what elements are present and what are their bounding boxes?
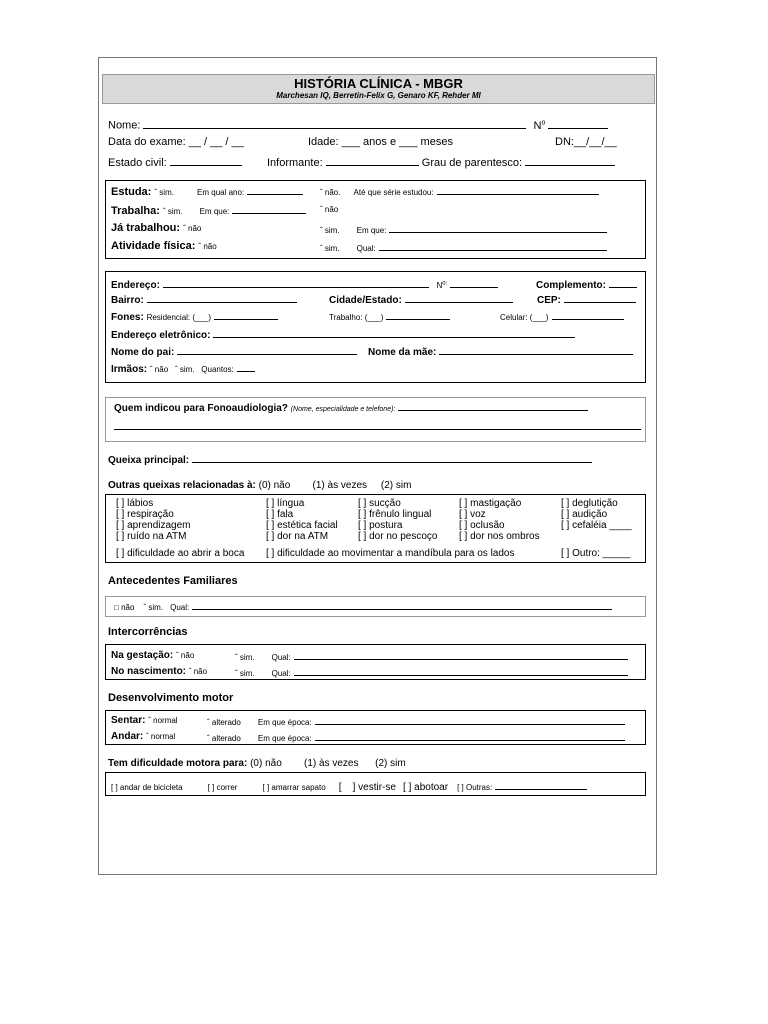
motor-box [105, 710, 646, 745]
informant-row [267, 155, 615, 170]
referral-field-2[interactable] [114, 429, 641, 430]
sentar-normal[interactable]: ˆ normal [148, 716, 178, 725]
motor-difficulty-box [105, 772, 646, 796]
family-heading: Antecedentes Familiares [108, 575, 238, 587]
complaint-lingua[interactable]: [ ] língua [266, 498, 305, 509]
qual-label: Qual: [356, 244, 376, 253]
complaint-aprendizagem[interactable]: [ ] aprendizagem [116, 520, 191, 531]
complaint-labios[interactable]: [ ] lábios [116, 498, 154, 509]
other-complaints-label: Outras queixas relacionadas à: [108, 480, 256, 491]
cidade-field[interactable] [405, 292, 513, 303]
form-page [98, 57, 657, 875]
sentar-alterado[interactable]: ˆ alterado [207, 718, 241, 727]
endereco-field[interactable] [163, 277, 429, 288]
nascimento-label: No nascimento: [111, 666, 187, 677]
estuda-sim[interactable]: ˆ sim. [154, 188, 174, 197]
quantos-label: Quantos: [201, 365, 234, 374]
quantos-field[interactable] [237, 361, 255, 372]
residencial-field[interactable] [214, 309, 278, 320]
sentar-epoca-label: Em que época: [257, 718, 312, 727]
complaint-dor-ombros[interactable]: [ ] dor nos ombros [459, 531, 540, 542]
complaint-dor-atm[interactable]: [ ] dor na ATM [266, 531, 329, 542]
email-field[interactable] [213, 327, 575, 338]
trabalha-sim[interactable]: ˆ sim. [162, 207, 183, 216]
cep-label: CEP: [537, 295, 561, 306]
complemento-field[interactable] [609, 277, 637, 288]
other-complaints-scale: (0) não (1) às vezes (2) sim [258, 480, 412, 491]
atividade-nao[interactable]: ˆ não [198, 242, 217, 251]
estuda-nao[interactable]: ˆ não. [320, 188, 341, 197]
authors: Marchesan IQ, Berretin-Felix G, Genaro KF, Rehder MI [276, 91, 481, 100]
family-sim[interactable]: ˆ sim. [143, 603, 164, 612]
celular-label: Celular: (___) [500, 313, 549, 322]
complaint-voz[interactable]: [ ] voz [459, 509, 486, 520]
complaint-frenulo[interactable]: [ ] frênulo lingual [358, 509, 432, 520]
name-label: Nome: [108, 119, 141, 132]
celular-field[interactable] [552, 309, 624, 320]
referral-hint: (Nome, especialidade e telefone): [290, 406, 396, 413]
address-box [105, 271, 646, 383]
complaint-cefaleia[interactable]: [ ] cefaléia ____ [561, 520, 632, 531]
irmaos-label: Irmãos: [111, 364, 148, 375]
em-que2-field[interactable] [389, 222, 607, 233]
andar-epoca-field[interactable] [315, 730, 625, 741]
complaint-col-3 [358, 498, 438, 542]
name-row [108, 116, 608, 133]
atividade-sim[interactable]: ˆ sim. [320, 244, 340, 253]
trabalha-label: Trabalha: [111, 205, 160, 217]
numero-field[interactable] [450, 277, 498, 288]
em-que2-label: Em que: [356, 226, 387, 235]
work-study-box [105, 180, 646, 259]
em-qual-ano-label: Em qual ano: [197, 188, 245, 197]
ja-trabalhou-nao[interactable]: ˆ não [183, 224, 202, 233]
difficulty-outras-field[interactable] [495, 779, 587, 790]
em-qual-ano-field[interactable] [247, 184, 303, 195]
numero-label: $N^{o:}$ [436, 280, 448, 290]
degree-label: Grau de parentesco: [421, 157, 523, 169]
gestacao-sim[interactable]: ˆ sim. [235, 653, 255, 662]
difficulty-vestir[interactable]: [ ] vestir-se [338, 782, 396, 793]
title-bar [102, 74, 655, 104]
complaint-col-1 [116, 498, 191, 542]
trabalho-field[interactable] [386, 309, 450, 320]
nascimento-sim[interactable]: ˆ sim. [235, 669, 255, 678]
complaint-col-2 [266, 498, 338, 542]
andar-normal[interactable]: ˆ normal [146, 732, 176, 741]
difficulty-abotoar[interactable]: [ ] abotoar [403, 782, 449, 793]
number-label: $N^o$ [533, 119, 546, 132]
trabalho-label: Trabalho: (___) [329, 313, 384, 322]
name-field[interactable] [143, 118, 526, 129]
irmaos-nao[interactable]: ˆ não [149, 365, 169, 374]
family-box [105, 596, 646, 617]
cidade-label: Cidade/Estado: [329, 295, 402, 306]
gestacao-label: Na gestação: [111, 650, 174, 661]
difficulty-bicicleta[interactable]: [ ] andar de bicicleta [111, 783, 183, 792]
complaint-col-4 [459, 498, 540, 542]
complaints-box [105, 494, 646, 563]
complaint-abrir-boca[interactable]: [ ] dificuldade ao abrir a boca [116, 548, 245, 559]
family-qual-label: Qual: [170, 603, 190, 612]
cep-field[interactable] [564, 292, 636, 303]
residencial-label: Residencial: (___) [146, 313, 212, 322]
complaint-estetica[interactable]: [ ] estética facial [266, 520, 338, 531]
difficulty-sapato[interactable]: [ ] amarrar sapato [262, 783, 326, 792]
complaint-postura[interactable]: [ ] postura [358, 520, 403, 531]
ja-trabalhou-label: Já trabalhou: [111, 222, 181, 234]
informant-label: Informante: [267, 157, 323, 169]
gestacao-qual-label: Qual: [271, 653, 291, 662]
family-qual-field[interactable] [192, 599, 612, 610]
endereco-label: Endereço: [111, 280, 160, 291]
trabalha-nao[interactable]: ˆ não [320, 205, 339, 214]
complaint-col-5 [561, 498, 632, 531]
bairro-label: Bairro: [111, 295, 144, 306]
pai-label: Nome do pai: [111, 347, 175, 358]
difficulty-correr[interactable]: [ ] correr [207, 783, 238, 792]
mae-label: Nome da mãe: [368, 347, 437, 358]
sentar-label: Sentar: [111, 715, 146, 726]
complaint-audicao[interactable]: [ ] audição [561, 509, 608, 520]
gestacao-nao[interactable]: ˆ não [176, 651, 195, 660]
ate-serie-field[interactable] [437, 184, 599, 195]
ate-serie-label: Até que série estudou: [353, 188, 434, 197]
nascimento-qual-field[interactable] [294, 665, 628, 676]
andar-label: Andar: [111, 731, 144, 742]
fones-label: Fones: [111, 312, 144, 323]
andar-epoca-label: Em que época: [257, 734, 312, 743]
pai-field[interactable] [177, 344, 357, 355]
dn[interactable]: DN:__/__/__ [555, 136, 617, 148]
irmaos-sim[interactable]: ˆ sim. [174, 365, 195, 374]
gestacao-qual-field[interactable] [294, 649, 628, 660]
family-nao[interactable]: □ não [114, 603, 135, 612]
motor-difficulty-scale: (0) não (1) às vezes (2) sim [250, 758, 406, 769]
estuda-label: Estuda: [111, 186, 152, 198]
complaint-oclusao[interactable]: [ ] oclusão [459, 520, 505, 531]
exam-date[interactable]: Data do exame: __ / __ / __ [108, 136, 244, 148]
nascimento-nao[interactable]: ˆ não [188, 667, 208, 676]
civil-label: Estado civil: [108, 157, 167, 169]
qual-field[interactable] [379, 240, 607, 251]
complemento-label: Complemento: [536, 280, 606, 291]
age[interactable]: Idade: ___ anos e ___ meses [308, 136, 453, 148]
complaint-dor-pescoco[interactable]: [ ] dor no pescoço [358, 531, 438, 542]
referral-label: Quem indicou para Fonoaudiologia? [114, 403, 288, 414]
motor-difficulty-label: Tem dificuldade motora para: [108, 758, 248, 769]
degree-field[interactable] [525, 155, 615, 166]
complaint-mandibula[interactable]: [ ] dificuldade ao movimentar a mandíbula para os lados [266, 548, 515, 559]
motor-heading: Desenvolvimento motor [108, 692, 234, 704]
number-field[interactable] [548, 118, 608, 129]
complaint-mastigacao[interactable]: [ ] mastigação [459, 498, 522, 509]
referral-box [105, 397, 646, 442]
mae-field[interactable] [439, 344, 633, 355]
main-complaint-field[interactable] [192, 452, 592, 463]
email-label: Endereço eletrônico: [111, 330, 211, 341]
ja-trabalhou-sim[interactable]: ˆ sim. [320, 226, 340, 235]
nascimento-qual-label: Qual: [271, 669, 291, 678]
em-que-label: Em que: [199, 207, 230, 216]
em-que-field[interactable] [232, 203, 306, 214]
complaint-outro[interactable]: [ ] Outro: _____ [561, 548, 631, 559]
atividade-label: Atividade física: [111, 240, 196, 252]
main-complaint-label: Queixa principal: [108, 455, 190, 466]
complaint-succao[interactable]: [ ] sucção [358, 498, 401, 509]
complaint-respiracao[interactable]: [ ] respiração [116, 509, 174, 520]
civil-row [108, 155, 242, 170]
intercurrences-heading: Intercorrências [108, 626, 188, 638]
complaint-degluticao[interactable]: [ ] deglutição [561, 498, 618, 509]
complaint-fala[interactable]: [ ] fala [266, 509, 294, 520]
informant-field[interactable] [326, 155, 419, 166]
page-title: HISTÓRIA CLÍNICA - MBGR [294, 76, 463, 91]
complaint-ruido-atm[interactable]: [ ] ruído na ATM [116, 531, 187, 542]
difficulty-outras-label: [ ] Outras: [457, 783, 493, 792]
referral-field[interactable] [398, 400, 588, 411]
bairro-field[interactable] [147, 292, 297, 303]
sentar-epoca-field[interactable] [315, 714, 625, 725]
andar-alterado[interactable]: ˆ alterado [207, 734, 241, 743]
intercurrences-box [105, 644, 646, 680]
civil-field[interactable] [170, 155, 242, 166]
